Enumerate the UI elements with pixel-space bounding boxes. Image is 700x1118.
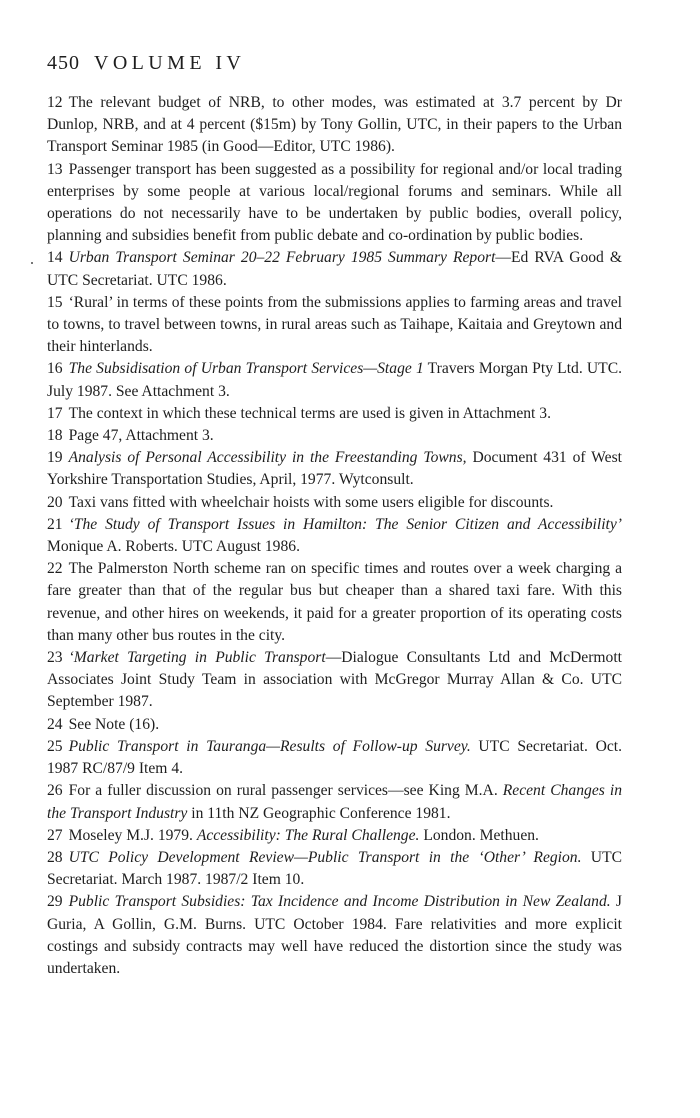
endnote-text: Passenger transport has been suggested as a possibility for regional and/or local trading enterprises by some people at various local/regional forums and seminars. While all operations do not necessarily have to be undertaken by public bodies, overall policy, planning and subsidies benefit from public debate and co-ordination by public bodies. bbox=[47, 160, 622, 245]
endnote-text: Taxi vans fitted with wheelchair hoists with some users eligible for discounts. bbox=[68, 493, 554, 511]
endnote-title-italic: The Subsidisation of Urban Transport Services—Stage 1 bbox=[68, 360, 424, 378]
endnote-number: 12 bbox=[47, 94, 63, 111]
endnote-23 bbox=[47, 647, 622, 714]
endnote-27 bbox=[47, 825, 622, 847]
endnote-text: The Palmerston North scheme ran on specific times and routes over a week charging a fare greater than that of the regular bus but cheaper than a shared taxi fare. With this revenue, and other hires on weekends, it paid for a greater proportion of its operating costs than many other bus routes in the city. bbox=[47, 560, 622, 644]
endnote-number: 20 bbox=[47, 493, 63, 511]
running-title: VOLUME IV bbox=[94, 52, 246, 74]
page-number: 450 bbox=[47, 52, 80, 74]
endnote-text: For a fuller discussion on rural passenger services—see King M.A. bbox=[68, 782, 503, 800]
endnote-13 bbox=[47, 159, 622, 248]
endnote-18 bbox=[47, 425, 622, 447]
endnote-text: Travers Morgan Pty Ltd. UTC. July 1987. See Attachment 3. bbox=[47, 360, 622, 400]
endnote-number: 19 bbox=[47, 449, 63, 467]
endnote-text: The relevant budget of NRB, to other modes, was estimated at 3.7 percent by Dr Dunlop, NRB, and at 4 percent ($15m) by Tony Gollin, UTC, in their papers to the Urban Transport Seminar 1985 (in Good—Editor, UTC 1986). bbox=[47, 94, 622, 156]
endnote-number: 22 bbox=[47, 560, 63, 578]
endnote-number: 15 bbox=[47, 293, 63, 311]
endnote-number: 25 bbox=[47, 737, 63, 755]
endnote-28 bbox=[47, 847, 622, 891]
endnote-24 bbox=[47, 714, 622, 736]
endnote-number: 28 bbox=[47, 848, 63, 866]
endnote-number: 26 bbox=[47, 782, 63, 800]
endnote-title-italic: Public Transport Subsidies: Tax Incidence and Income Distribution in New Zealand. bbox=[68, 893, 611, 911]
endnote-text: The context in which these technical terms are used is given in Attachment 3. bbox=[68, 404, 551, 422]
endnote-15 bbox=[47, 292, 622, 359]
endnote-21 bbox=[47, 514, 622, 558]
endnote-text: —Dialogue Consultants Ltd and McDermott Associates Joint Study Team in association with McGregor Murray Allan & Co. UTC September 1987. bbox=[47, 649, 622, 711]
endnote-title-italic: ‘The Study of Transport Issues in Hamilton: The Senior Citizen and Accessibility’ bbox=[68, 515, 622, 533]
endnote-text: ‘Rural’ in terms of these points from the submissions applies to farming areas and travel to towns, to travel between towns, in rural areas such as Taihape, Kaitaia and Greytown and their hinterlands. bbox=[47, 293, 622, 356]
endnote-25 bbox=[47, 736, 622, 780]
endnote-title-italic: UTC Policy Development Review—Public Transport in the ‘Other’ Region. bbox=[68, 848, 582, 866]
endnote-text: in 11th NZ Geographic Conference 1981. bbox=[187, 804, 451, 822]
endnote-text: London. Methuen. bbox=[419, 826, 539, 844]
endnote-text: J Guria, A Gollin, G.M. Burns. UTC October 1984. Fare relativities and more explicit costings and subsidy contracts may well have reduced the distortion since the study was undertaken. bbox=[47, 893, 622, 977]
endnote-29 bbox=[47, 891, 622, 980]
endnote-text: See Note (16). bbox=[68, 715, 160, 733]
endnote-14 bbox=[47, 247, 622, 291]
endnote-number: 14 bbox=[47, 249, 63, 267]
endnote-text: UTC Secretariat. Oct. 1987 RC/87/9 Item 4. bbox=[47, 737, 622, 778]
endnote-text: Page 47, Attachment 3. bbox=[68, 427, 214, 445]
endnote-title-italic: Accessibility: The Rural Challenge. bbox=[196, 826, 420, 844]
endnote-number: 16 bbox=[47, 360, 63, 378]
endnote-16 bbox=[47, 358, 622, 402]
endnote-number: 27 bbox=[47, 826, 63, 844]
endnote-12 bbox=[47, 92, 622, 159]
margin-mark bbox=[31, 262, 33, 264]
endnote-number: 24 bbox=[47, 715, 63, 733]
endnote-17 bbox=[47, 403, 622, 425]
endnote-title-italic: Public Transport in Tauranga—Results of Follow-up Survey. bbox=[68, 737, 471, 755]
endnote-number: 29 bbox=[47, 893, 63, 911]
endnote-title-italic: Analysis of Personal Accessibility in the Freestanding Towns, bbox=[68, 449, 467, 467]
endnote-26 bbox=[47, 780, 622, 824]
endnote-22 bbox=[47, 558, 622, 647]
running-header bbox=[47, 52, 700, 78]
endnote-title-italic: ‘Market Targeting in Public Transport bbox=[68, 649, 326, 667]
endnote-text: Document 431 of West Yorkshire Transportation Studies, April, 1977. Wytconsult. bbox=[47, 449, 622, 489]
endnote-title-italic: Urban Transport Seminar 20–22 February 1985 Summary Report bbox=[68, 249, 496, 267]
endnote-text: —Ed RVA Good & UTC Secretariat. UTC 1986. bbox=[47, 249, 622, 289]
endnotes-list bbox=[47, 92, 622, 980]
endnote-20 bbox=[47, 492, 622, 514]
endnote-text: Monique A. Roberts. UTC August 1986. bbox=[47, 538, 300, 556]
endnote-number: 18 bbox=[47, 427, 63, 445]
endnote-title-italic: Recent Changes in the Transport Industry bbox=[47, 782, 622, 822]
endnote-number: 23 bbox=[47, 649, 63, 667]
endnote-number: 13 bbox=[47, 160, 63, 178]
endnote-text: Moseley M.J. 1979. bbox=[68, 826, 197, 844]
endnote-number: 21 bbox=[47, 515, 63, 533]
endnote-19 bbox=[47, 447, 622, 491]
endnote-number: 17 bbox=[47, 404, 63, 422]
endnote-text: UTC Secretariat. March 1987. 1987/2 Item 10. bbox=[47, 848, 622, 889]
